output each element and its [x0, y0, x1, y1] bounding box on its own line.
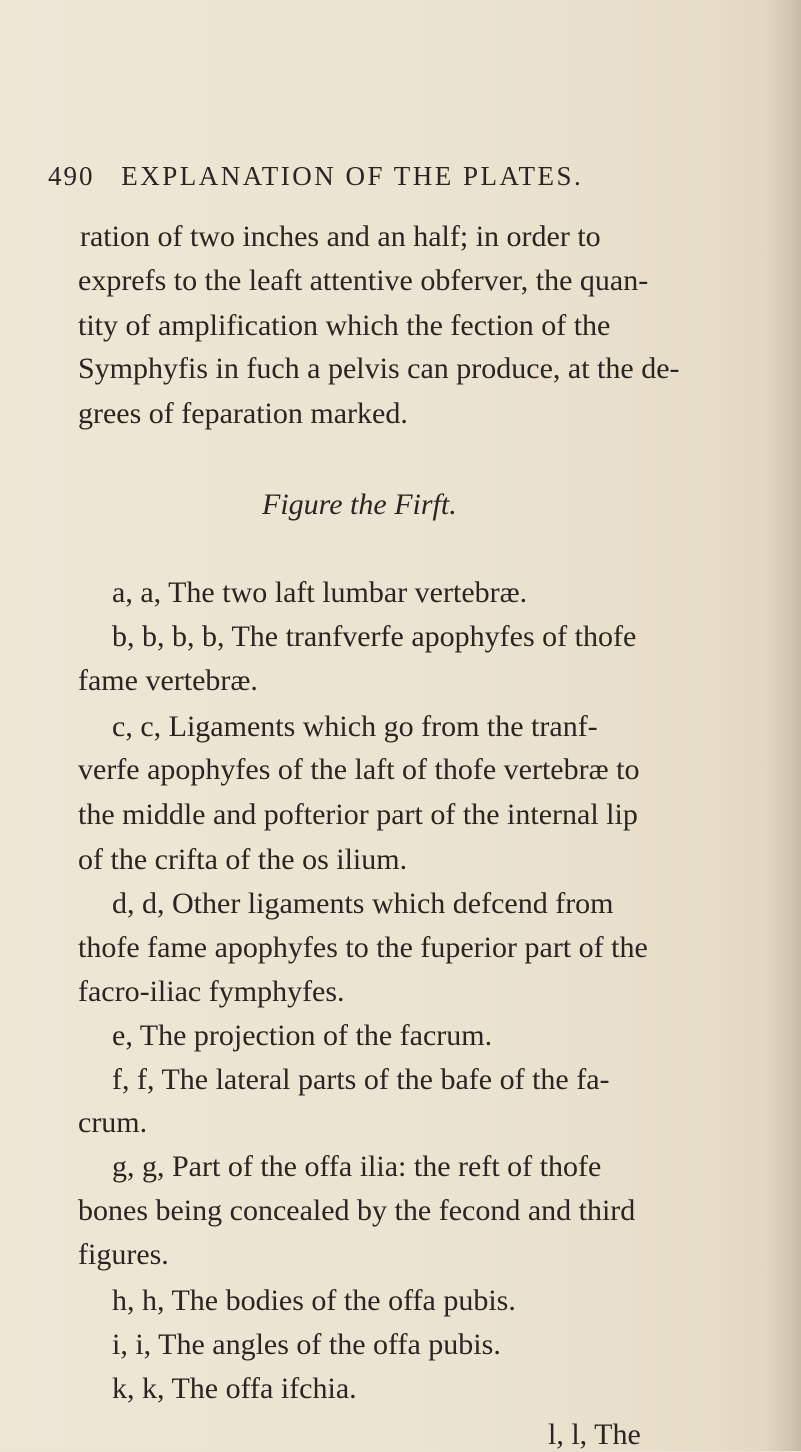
- entry-line: a, a, The two laft lumbar vertebræ.: [112, 575, 528, 609]
- entry-line: crum.: [78, 1105, 148, 1139]
- intro-line: Symphyfis in fuch a pelvis can produce, at the de-: [78, 351, 680, 385]
- entry-line: figures.: [78, 1238, 169, 1272]
- intro-line: ration of two inches and an half; in order to: [80, 220, 601, 254]
- entry-line: of the crifta of the os ilium.: [78, 843, 408, 877]
- entry-line: c, c, Ligaments which go from the tranf-: [112, 709, 598, 743]
- entry-line: facro-iliac fymphyfes.: [78, 974, 345, 1008]
- entry-line: b, b, b, b, The tranfverfe apophyfes of thofe: [112, 620, 637, 654]
- entry-line: verfe apophyfes of the laft of thofe vertebræ to: [78, 753, 640, 787]
- entry-line: h, h, The bodies of the offa pubis.: [112, 1283, 516, 1317]
- intro-line: tity of amplification which the fection of the: [78, 309, 611, 343]
- entry-line: i, i, The angles of the offa pubis.: [112, 1328, 501, 1362]
- intro-line: grees of feparation marked.: [78, 396, 408, 430]
- entry-line: d, d, Other ligaments which defcend from: [112, 886, 614, 920]
- entry-line: g, g, Part of the offa ilia: the reft of thofe: [112, 1150, 602, 1184]
- page-edge-shadow: [767, 0, 801, 1451]
- figure-heading: Figure the Firft.: [262, 487, 457, 521]
- entry-line: k, k, The offa ifchia.: [112, 1372, 357, 1406]
- entry-line: the middle and pofterior part of the internal lip: [78, 797, 638, 831]
- entry-line: e, The projection of the facrum.: [112, 1018, 493, 1052]
- entry-line: thofe fame apophyfes to the fuperior part of the: [78, 931, 648, 964]
- catchword: l, l, The: [548, 1418, 641, 1451]
- page-header: [48, 161, 728, 192]
- entry-line: f, f, The lateral parts of the bafe of the fa-: [112, 1063, 610, 1097]
- intro-line: exprefs to the leaft attentive obferver, the quan-: [78, 263, 649, 297]
- entry-line: bones being concealed by the fecond and third: [78, 1193, 636, 1227]
- running-title: EXPLANATION OF THE PLATES.: [121, 161, 584, 192]
- page-number: 490: [48, 161, 95, 192]
- entry-line: fame vertebræ.: [78, 664, 258, 698]
